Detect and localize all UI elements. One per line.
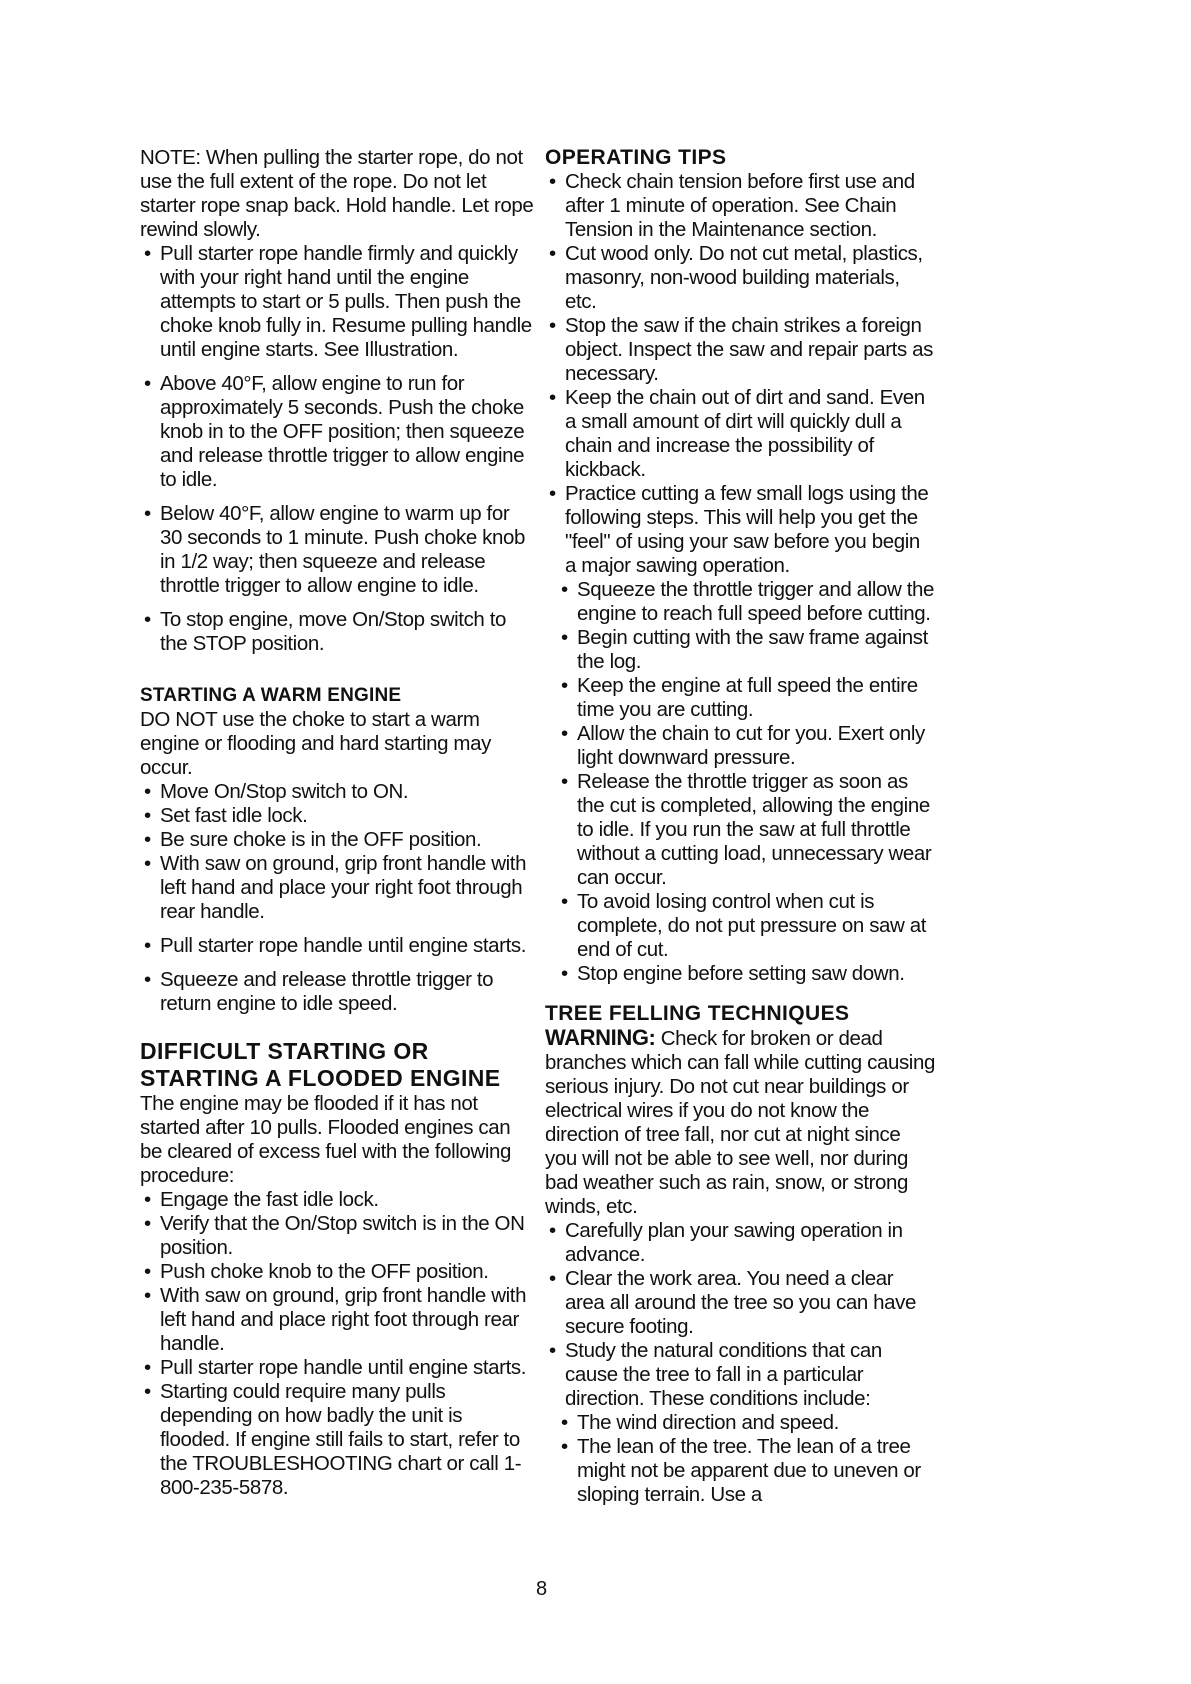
sub-bullet-item: • The lean of the tree. The lean of a tree might not be apparent due to uneven or sloping terrain. Use a [545,1435,935,1507]
bullet-item: • Practice cutting a few small logs using the following steps. This will help you get the "feel" of using your saw before you begin a major sawing operation. [545,482,935,578]
sub-bullet-item: • The wind direction and speed. [545,1411,935,1435]
bullet-item: • Clear the work area. You need a clear area all around the tree so you can have secure footing. [545,1267,935,1339]
section-heading-warm-engine: STARTING A WARM ENGINE [140,685,402,706]
left-column [140,146,535,1500]
warning-paragraph [545,1026,935,1219]
bullet-item: • Pull starter rope handle until engine starts. [140,934,535,958]
bullet-item: • To stop engine, move On/Stop switch to the STOP position. [140,608,535,656]
section-heading-difficult-starting: DIFFICULT STARTING OR [140,1038,429,1064]
bullet-item: • Pull starter rope handle until engine starts. [140,1356,535,1380]
bullet-item: • Keep the chain out of dirt and sand. Even a small amount of dirt will quickly dull a chain and increase the possibility of kickback. [545,386,935,482]
sub-bullet-item: • Allow the chain to cut for you. Exert only light downward pressure. [545,722,935,770]
sub-bullet-item: • Stop engine before setting saw down. [545,962,935,986]
bullet-item: • Verify that the On/Stop switch is in the ON position. [140,1212,535,1260]
bullet-item: • Be sure choke is in the OFF position. [140,828,535,852]
bullet-item: • Above 40°F, allow engine to run for approximately 5 seconds. Push the choke knob in to the OFF position; then squeeze and release throttle trigger to allow engine to idle. [140,372,535,492]
bullet-item: • Stop the saw if the chain strikes a foreign object. Inspect the saw and repair parts as necessary. [545,314,935,386]
sub-bullet-item: • Begin cutting with the saw frame against the log. [545,626,935,674]
bullet-item: • With saw on ground, grip front handle with left hand and place your right foot through rear handle. [140,852,535,924]
bullet-item: • Study the natural conditions that can cause the tree to fall in a particular direction. These conditions include: [545,1339,935,1411]
section-heading-operating-tips: OPERATING TIPS [545,146,727,169]
sub-bullet-item: • To avoid losing control when cut is complete, do not put pressure on saw at end of cut. [545,890,935,962]
bullet-item: • Pull starter rope handle firmly and quickly with your right hand until the engine attempts to start or 5 pulls. Then push the choke knob fully in. Resume pulling handle until engine starts. See Illustration. [140,242,535,362]
note-paragraph: NOTE: When pulling the starter rope, do not use the full extent of the rope. Do not let starter rope snap back. Hold handle. Let rope rewind slowly. [140,146,534,241]
bullet-item: • Set fast idle lock. [140,804,535,828]
bullet-item: • Engage the fast idle lock. [140,1188,535,1212]
sub-bullet-item: • Keep the engine at full speed the entire time you are cutting. [545,674,935,722]
bullet-item: • Carefully plan your sawing operation in advance. [545,1219,935,1267]
difficult-intro-paragraph: The engine may be flooded if it has not started after 10 pulls. Flooded engines can be cleared of excess fuel with the following procedure: [140,1092,511,1187]
bullet-item: • With saw on ground, grip front handle with left hand and place right foot through rear handle. [140,1284,535,1356]
sub-bullet-item: • Release the throttle trigger as soon as the cut is completed, allowing the engine to idle. If you run the saw at full throttle without a cutting load, unnecessary wear can occur. [545,770,935,890]
page-number: 8 [536,1578,548,1600]
sub-bullet-item: • Squeeze the throttle trigger and allow the engine to reach full speed before cutting. [545,578,935,626]
section-heading-tree-felling: TREE FELLING TECHNIQUES [545,1002,850,1025]
warning-text: Check for broken or dead branches which can fall while cutting causing serious injury. Do not cut near buildings or electrical wires if you do not know the direction of tree fall, nor cut at night since you will not be able to see well, nor during bad weather such as rain, snow, or strong winds, etc. [545,1027,935,1218]
bullet-item: • Cut wood only. Do not cut metal, plastics, masonry, non-wood building materials, etc. [545,242,935,314]
bullet-item: • Below 40°F, allow engine to warm up for 30 seconds to 1 minute. Push choke knob in 1/2 way; then squeeze and release throttle trigger to allow engine to idle. [140,502,535,598]
bullet-item: • Check chain tension before first use and after 1 minute of operation. See Chain Tension in the Maintenance section. [545,170,935,242]
section-heading-flooded-engine: STARTING A FLOODED ENGINE [140,1065,501,1091]
bullet-item: • Move On/Stop switch to ON. [140,780,535,804]
bullet-item: • Push choke knob to the OFF position. [140,1260,535,1284]
bullet-item: • Starting could require many pulls depending on how badly the unit is flooded. If engine still fails to start, refer to the TROUBLESHOOTING chart or call 1-800-235-5878. [140,1380,535,1500]
bullet-item: • Squeeze and release throttle trigger to return engine to idle speed. [140,968,535,1016]
warning-label: WARNING: [545,1025,656,1050]
right-column [545,146,935,1507]
warm-intro-paragraph: DO NOT use the choke to start a warm engine or flooding and hard starting may occur. [140,708,491,779]
